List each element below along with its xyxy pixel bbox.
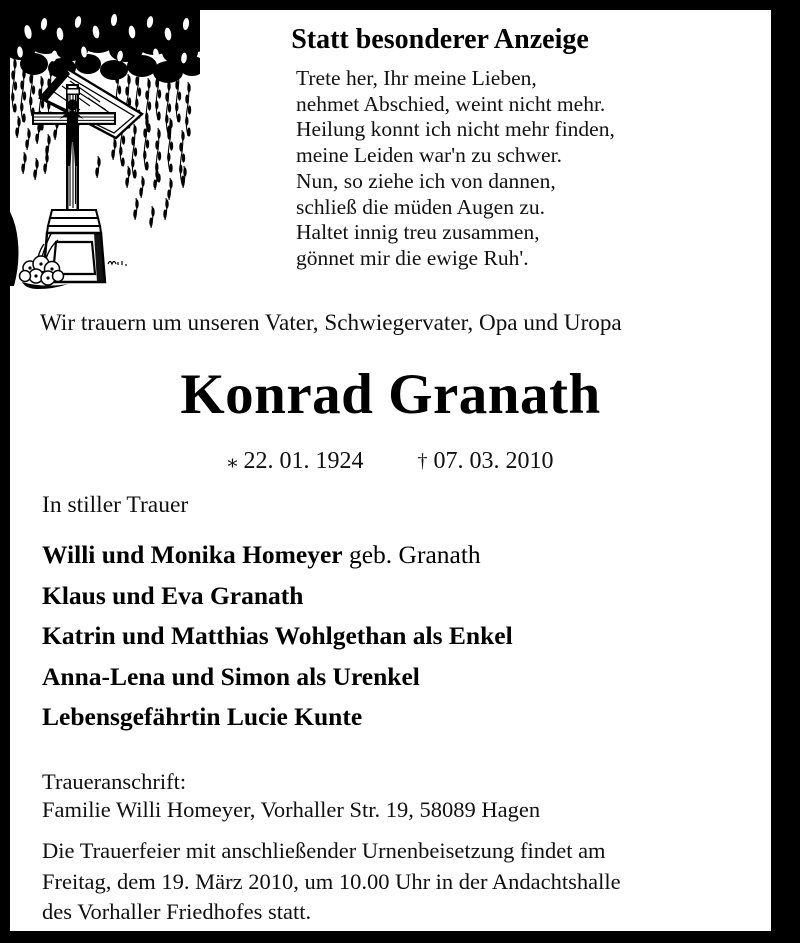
weeping-willow-wayside-cross-illustration	[10, 10, 200, 291]
service-line: des Vorhaller Friedhofes statt.	[42, 899, 312, 924]
poem-line: Trete her, Ihr meine Lieben,	[296, 66, 537, 90]
survivor-names: Klaus und Eva Granath	[42, 580, 304, 610]
poem-line: nehmet Abschied, weint nicht mehr.	[296, 91, 606, 116]
death-date: 07. 03. 2010	[433, 448, 554, 474]
header-area	[10, 10, 771, 298]
survivor-entry	[42, 697, 742, 738]
survivor-suffix: geb. Granath	[342, 540, 481, 569]
poem-line: schließ die müden Augen zu.	[296, 194, 545, 219]
funeral-service-block	[42, 836, 758, 928]
survivor-names: Katrin und Matthias Wohlgethan als Enkel	[42, 621, 513, 650]
poem-heading: Statt besonderer Anzeige	[291, 24, 589, 55]
survivors-block	[42, 492, 742, 738]
poem-block	[200, 24, 760, 272]
mourning-address-block	[42, 768, 752, 824]
survivor-entry	[42, 657, 742, 698]
address-value: Familie Willi Homeyer, Vorhaller Str. 19, 58089 Hagen	[42, 797, 541, 822]
service-line: Freitag, dem 19. März 2010, um 10.00 Uhr in der Andachtshalle	[42, 868, 621, 894]
poem-lines	[200, 66, 760, 272]
survivor-names: Lebensgefährtin Lucie Kunte	[42, 702, 363, 731]
mourning-line: Wir trauern um unseren Vater, Schwiegervater, Opa und Uropa	[40, 310, 622, 336]
service-line: Die Trauerfeier mit anschließender Urnenbeisetzung findet am	[42, 838, 606, 863]
notice-paper	[10, 10, 771, 931]
death-cross-icon: †	[417, 450, 428, 472]
life-dates	[10, 448, 771, 475]
survivors-intro: In stiller Trauer	[42, 492, 189, 518]
survivor-entry	[42, 576, 742, 617]
survivor-entry	[42, 616, 742, 657]
deceased-name: Konrad Granath	[180, 363, 601, 426]
survivor-entry	[42, 535, 742, 576]
address-label: Traueranschrift:	[42, 769, 187, 794]
birth-date: 22. 01. 1924	[243, 448, 364, 474]
birth-star-icon: ⁎	[227, 450, 238, 472]
survivor-names: Willi und Monika Homeyer	[42, 540, 343, 569]
poem-line: gönnet mir die ewige Ruh'.	[296, 245, 529, 270]
poem-line: Haltet innig treu zusammen,	[296, 220, 540, 245]
poem-line: Heilung konnt ich nicht mehr finden,	[296, 117, 615, 142]
survivor-names: Anna-Lena und Simon als Urenkel	[42, 661, 420, 691]
poem-line: Nun, so ziehe ich von dannen,	[296, 168, 556, 193]
poem-line: meine Leiden war'n zu schwer.	[296, 143, 562, 168]
